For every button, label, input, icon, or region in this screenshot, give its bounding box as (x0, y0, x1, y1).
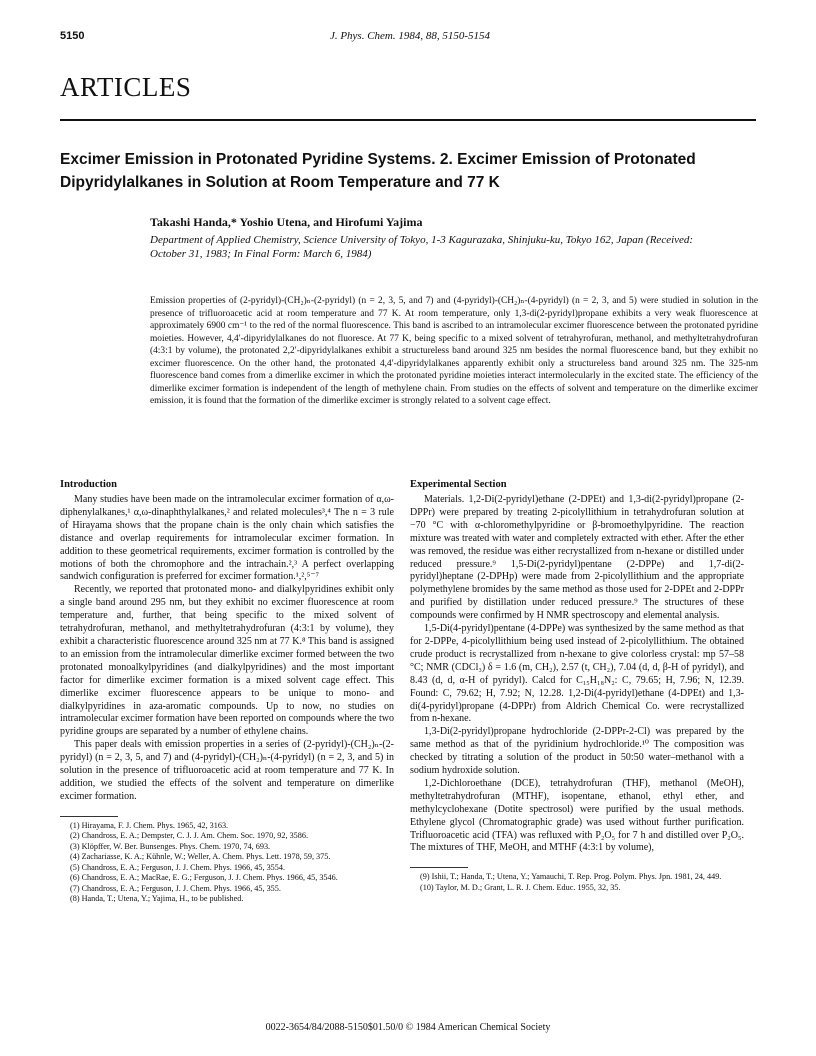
footnote: (4) Zachariasse, K. A.; Kühnle, W.; Weller, A. Chem. Phys. Lett. 1978, 59, 375. (70, 852, 331, 862)
intro-paragraph: Recently, we reported that protonated mono- and dialkylpyridines exhibit only a single band around 295 nm, but they exhibit no excimer fluorescence at room temperature and, further, that being specific to the mixed solvent of tetrahydrofuran, methanol, and methyltetrahydrofuran (4:3:1 by volume), they exhibit a characteristic fluorescence around 325 nm at 77 K.⁸ This band is assigned to an emission from the intramolecular dimerlike excimer formed between the two protonated monoalkylpyridines (and dialkylpyridines) and the most important factor for dimerlike excimer formation is a mixed solvent cage effect. This dimerlike excimer fluorescence appears to be unique to mono- and dialkylpyridines in aza-aromatic compounds. Up to now, no studies on intramolecular excimer formation have been reported on compounds where the two pyridine groups are separated by a number of ethylene chains. (60, 584, 394, 738)
footnote: (9) Ishii, T.; Handa, T.; Utena, Y.; Yamauchi, T. Rep. Prog. Polym. Phys. Jpn. 1981, 24, 449. (420, 872, 722, 882)
experimental-heading: Experimental Section (410, 479, 507, 490)
footnote-rule (410, 867, 468, 868)
article-title: Excimer Emission in Protonated Pyridine Systems. 2. Excimer Emission of Protonated Dipyridylalkanes in Solution at Room Temperature and 77 K (60, 151, 696, 191)
footnote: (3) Klöpffer, W. Ber. Bunsenges. Phys. Chem. 1970, 74, 693. (70, 841, 271, 851)
heading-rule (60, 119, 756, 121)
running-head (60, 30, 760, 46)
experimental-paragraph: 1,2-Dichloroethane (DCE), tetrahydrofuran (THF), methanol (MeOH), methyltetrahydrofuran (MTHF), isopentane, ethanol, ethyl ether, and methylcyclohexane (Dotite spectrosol) were purified by the usual methods. Ethylene glycol (Chromatographic grade) was used without further purification. Trifluoroacetic acid (TFA) was refluxed with P₂O₅ for 7 h and distilled over P₂O₅. The mixtures of THF, MeOH, and MTHF (4:3:1 by volume), (410, 777, 744, 854)
intro-paragraph: Many studies have been made on the intramolecular excimer formation of α,ω-diphenylalkanes,¹ α,ω-dinaphthylalkanes,² and related molecules³,⁴ The n = 3 rule of Hirayama shows that the propane chain is the only chain which satisfies the distance and overlap requirements for intramolecular excimer formation. In addition to these geometrical requirements, excimer formation is controlled by the motions of both the chromophore and the intrachain.²,³ A perfect overlapping sandwich configuration is preferred for excimer formation.¹,²,⁵⁻⁷ (60, 494, 394, 583)
intro-paragraph: This paper deals with emission properties in a series of (2-pyridyl)-(CH₂)ₙ-(2-pyridyl) (n = 2, 3, 5, and 7) and (4-pyridyl)-(CH₂)ₙ-(4-pyridyl) (n = 2, 3, and 5) in solution in the presence of trifluoroacetic acid at room temperature and 77 K. In addition, we studied the effects of the solvent and temperature on dimerlike excimer formation. (60, 739, 394, 802)
right-column (410, 478, 744, 893)
copyright-footer: 0022-3654/84/2088-5150$01.50/0 © 1984 American Chemical Society (265, 1022, 551, 1033)
affiliation: Department of Applied Chemistry, Science University of Tokyo, 1-3 Kagurazaka, Shinjuku-ku, Tokyo 162, Japan (Received: October 31, 1983; In Final Form: March 6, 1984) (150, 234, 694, 260)
introduction-heading: Introduction (60, 479, 117, 490)
section-heading: ARTICLES (60, 72, 192, 102)
footnote: (5) Chandross, E. A.; Ferguson, J. J. Chem. Phys. 1966, 45, 3554. (70, 862, 286, 872)
footnote: (6) Chandross, E. A.; MacRae, E. G.; Ferguson, J. J. Chem. Phys. 1966, 45, 3546. (70, 873, 338, 883)
footnote-rule (60, 816, 118, 817)
abstract: Emission properties of (2-pyridyl)-(CH₂)ₙ-(2-pyridyl) (n = 2, 3, 5, and 7) and (4-pyridyl)-(CH₂)ₙ-(4-pyridyl) (n = 2, 3, and 5) were studied in solution in the presence of trifluoroacetic acid at room temperature and 77 K. At room temperature, only 1,3-di(2-pyridyl)propane exhibits a very weak fluorescence at approximately 6900 cm⁻¹ to the red of the normal fluorescence. This band is ascribed to an intramolecular excimer fluorescence between the protonated pyridine moieties. However, 4,4′-dipyridylalkanes do not fluoresce. At 77 K, being specific to a mixed solvent of tetrahyrofuran, methanol, and methyltetrahydrofuran (4:3:1 by volume), the protonated 2,2′-dipyridylalkanes exhibit a structureless band around 325 nm besides the normal fluorescence band, but they exhibit no excimer fluorescence. On the other hand, the protonated 4,4′-dipyridylalkanes apparently exhibit only a structureless band around 325 nm. The 325-nm fluorescence band comes from a dimerlike excimer in which the protonated pyridine moieties interact intermolecularly in the excited state. The efficiency of the dimerlike excimer formation is independent of the length of methylene chain. From studies on the effects of solvent and temperature on the dimerlike excimer emission, it is found that the formation of the dimerlike excimer is strongly related to a solvent cage effect. (150, 296, 758, 406)
footnotes-left (60, 821, 394, 905)
page-number: 5150 (60, 30, 85, 42)
authors: Takashi Handa,* Yoshio Utena, and Hirofumi Yajima (150, 215, 423, 229)
footnote: (1) Hirayama, F. J. Chem. Phys. 1965, 42, 3163. (70, 820, 229, 830)
left-column (60, 478, 394, 905)
footnote: (7) Chandross, E. A.; Ferguson, J. J. Chem. Phys. 1966, 45, 355. (70, 883, 281, 893)
journal-citation: J. Phys. Chem. 1984, 88, 5150-5154 (329, 30, 491, 42)
experimental-paragraph: Materials. 1,2-Di(2-pyridyl)ethane (2-DPEt) and 1,3-di(2-pyridyl)propane (2-DPPr) were prepared by treating 2-picolyllithium in tetrahydrofuran solution at −70 °C with α-chloromethylpyridine or β-bromoethylpyridine. The reaction mixture was treated with water and completely extracted with ether. After the ether was removed, the residue was either recrystallized from n-hexane or distilled under reduced pressure.⁹ 1,5-Di(2-pyridyl)pentane (2-DPPe) and 1,7-di(2-pyridyl)heptane (2-DPHp) were made from 2-picolyllithium and the appropriate polymethylene bromides by the same method as those used for 2-DPEt and 2-DPPr and purified by distillation under reduced pressure.⁹ The structures of these compounds were confirmed by H NMR spectroscopy and elemental analysis. (410, 494, 744, 622)
footnote: (8) Handa, T.; Utena, Y.; Yajima, H., to be published. (70, 894, 244, 904)
experimental-paragraph: 1,3-Di(2-pyridyl)propane hydrochloride (2-DPPr-2-Cl) was prepared by the same method as that of the pyridinium hydrochloride.¹⁰ The composition was checked by titrating a solution of the product in 50:50 water–methanol with a sodium hydroxide solution. (410, 726, 744, 777)
footnote: (10) Taylor, M. D.; Grant, L. R. J. Chem. Educ. 1955, 32, 35. (420, 882, 621, 892)
footnote: (2) Chandross, E. A.; Dempster, C. J. J. Am. Chem. Soc. 1970, 92, 3586. (70, 831, 309, 841)
footnotes-right (410, 872, 744, 893)
experimental-paragraph: 1,5-Di(4-pyridyl)pentane (4-DPPe) was synthesized by the same method as that for 2-DPPe, 4-picolyllithium being used instead of 2-picolyllithium. The obtained crude product is recrystallized from n-hexane to give colorless crystal: mp 57–58 °C; NMR (CDCl₃) δ = 1.6 (m, CH₂), 2.57 (t, CH₂), 7.04 (d, d, β-H of pyridyl), and 8.43 (d, d, α-H of pyridyl). Calcd for C₁₅H₁₈N₂: C, 79.65; H, 7.96; N, 12.39. Found: C, 79.62; H, 7.92; N, 12.28. 1,2-Di(4-pyridyl)ethane (4-DPEt) and 1,3-di(4-pyridyl)propane (4-DPPr) from Aldrich Chemical Co. were recrystallized from n-hexane. (410, 623, 744, 725)
